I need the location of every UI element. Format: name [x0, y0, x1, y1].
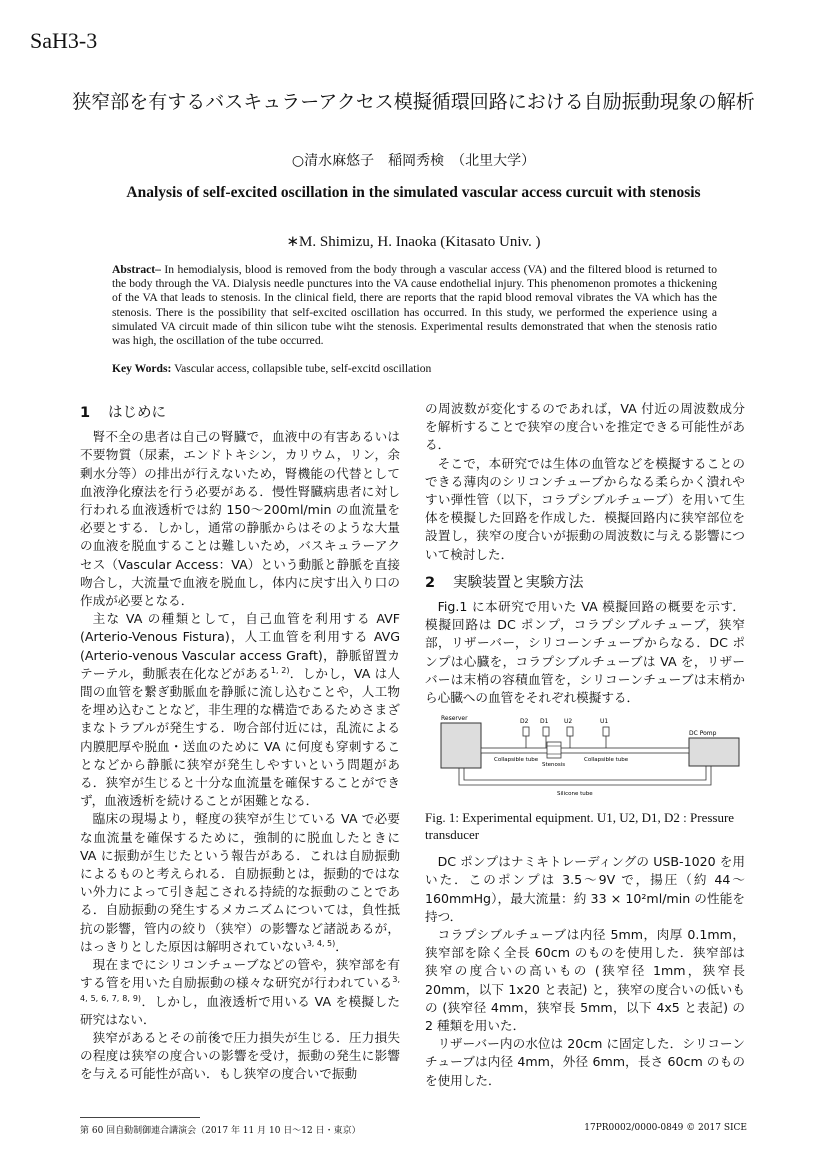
reserver-box	[441, 723, 481, 768]
collapsible-right-label: Collapsible tube	[584, 757, 629, 764]
abstract-label: Abstract–	[112, 263, 161, 276]
abstract-text: In hemodialysis, blood is removed from the body through a vascular access (VA) and the filtered blood is returned to the body through the VA. Dialysis needle punctures into the VA cause endothelial injury. This phenomenon promotes a thickening of the VA that leads to stenosis. In the clinical field, there are reports that the rapid blood removal vibrates the VA which has the stenosis. There is the possibility that self-excited oscillation has occurred. In this study, we performed the experience using a simulated VA circuit made of thin silicon tube wiht the stenosis. Experimental results demonstrated that when the stenosis ratio was high, the oscillation of the tube occurred.	[112, 263, 717, 348]
keywords-text: Vascular access, collapsible tube, self-excitd oscillation	[174, 362, 432, 375]
paragraph-text: ．しかし，血液透析で用いる VA を模擬した研究はない．	[80, 993, 400, 1027]
section-2-paragraph-1: Fig.1 に本研究で用いた VA 模擬回路の概要を示す．模擬回路は DC ポンプ，コラプシブルチューブ，狭窄部，リザーバー，シリコーンチューブからなる．DC ポンプは心臓を，コラプシブルチューブは VA を，リザーバーは末梢の容積血管を，シリコーンチューブは末梢から心臓への血管をそれぞれ模擬する．	[425, 599, 745, 706]
left-column	[80, 400, 400, 1084]
sensor-d2-label: D2	[520, 718, 529, 726]
footer-conference: 第 60 回自動制御連合講演会（2017 年 11 月 10 日〜12 日・東京）	[80, 1126, 361, 1136]
title-japanese: 狭窄部を有するバスキュラーアクセス模擬循環回路における自励振動現象の解析	[72, 91, 755, 113]
paragraph-text: ．	[335, 938, 348, 954]
paragraph-text: 現在までにシリコンチューブなどの管や，狭窄部を有する管を用いた自励振動の様々な研究が行われている	[80, 957, 400, 991]
sensor-u2-label: U2	[564, 718, 573, 726]
paragraph-text: 臨床の現場より，軽度の狭窄が生じている VA で必要な血流量を確保するために，強制的に脱血したときに VA に振動が生じたという報告がある．これは自励振動によるものと考えられる．自励振動とは，振動的ではない外力によって引き起こされる持続的な振動のことである．自励振動の発生するメカニズムについては，負性抵抗の影響，管内の絞り（狭窄）の影響など諸説あるが，はっきりとした原因は解明されていない	[80, 811, 400, 954]
section-2-heading	[425, 574, 745, 592]
purpose-paragraph: そこで，本研究では生体の血管などを模擬することのできる薄肉のシリコンチューブからなる柔らかく潰れやすい弾性管（以下，コラプシブルチューブ）を用いて生体を模擬した回路を作成した．模擬回路内に狭窄部位を設置し，狭窄の度合いが振動の周波数に与える影響について検討した．	[425, 455, 745, 562]
citation: 1, 2)	[270, 665, 290, 675]
section-1-paragraph-3	[80, 810, 400, 956]
section-1-paragraph-1: 腎不全の患者は自己の腎臓で，血液中の有害あるいは不要物質（尿素，エンドトキシン，カリウム，リン，余剰水分等）の排出が行えないため，腎機能の代替として血液浄化療法を行う必要がある．慢性腎臓病患者に対し行われる血液透析では約 150〜200ml/min の血流量を必要とする．しかし，通常の静脈からはそのような大量の血液を脱血することは難しいため，バスキュラーアクセス（Vascular Access：VA）という動脈と静脈を直接吻合し，大流量で血液を脱血し，体内に戻す出入り口の作成が必要となる．	[80, 429, 400, 609]
section-1-title: はじめに	[108, 405, 166, 421]
stenosis-label: Stenosis	[542, 762, 566, 769]
section-2-paragraph-2: DC ポンプはナミキトレーディングの USB-1020 を用いた．このポンプは 3.5〜9V で，揚圧（約 44〜160mmHg），最大流量：約 33 × 10²ml/min の性能を持つ．	[425, 854, 745, 924]
sensor-d1-label: D1	[540, 718, 549, 726]
section-2-number: 2	[425, 574, 436, 591]
collapsible-tube	[481, 748, 689, 753]
figure-1-diagram	[439, 713, 744, 803]
section-1-paragraph-2	[80, 610, 400, 810]
footer-rule	[80, 1117, 200, 1118]
section-1-paragraph-4	[80, 956, 400, 1029]
keywords-label: Key Words:	[112, 362, 172, 375]
section-2-title: 実験装置と実験方法	[453, 574, 584, 591]
sensor-u1	[600, 718, 609, 748]
citation: 3, 4, 5)	[306, 938, 336, 948]
section-1-paragraph-5: 狭窄があるとその前後で圧力損失が生じる．圧力損失の程度は狭窄の度合いの影響を受け，振動の発生に影響を与える可能性が高い．もし狭窄の度合いで振動	[80, 1029, 400, 1082]
section-2-paragraph-3: コラプシブルチューブは内径 5mm，肉厚 0.1mm，狭窄部を除く全長 60cm のものを使用した．狭窄部は狭窄の度合いの高いもの (狭窄径 1mm，狭窄長 20mm，以下 1x20 と表記) と，狭窄の度合いの低いもの (狭窄径 4mm，狭窄長 5mm，以下 4x5 と表記) の 2 種類を用いた．	[425, 927, 745, 1034]
right-column	[425, 400, 745, 1090]
title-english: Analysis of self-excited oscillation in the simulated vascular access curcuit with stenosis	[126, 184, 701, 201]
stenosis-box	[547, 742, 561, 758]
sensor-d2	[520, 718, 529, 748]
section-1-number: 1	[80, 405, 91, 421]
dc-pomp-label: DC Pomp	[689, 730, 717, 738]
sensor-u2	[564, 718, 573, 748]
abstract	[112, 263, 717, 348]
sensor-u1-label: U1	[600, 718, 609, 726]
silicone-tube-outer	[459, 766, 711, 785]
paragraph-text: 主な VA の種類として，自己血管を利用する AVF (Arterio-Venous Fistura)，人工血管を利用する AVG (Arterio-venous Vascular access Graft)，静脈留置カテーテル，動脈表在化などがある	[80, 611, 400, 681]
continued-paragraph: の周波数が変化するのであれば，VA 付近の周波数成分を解析することで狭窄の度合いを推定できる可能性がある．	[425, 401, 745, 453]
section-2-paragraph-4: リザーバー内の水位は 20cm に固定した．シリコーンチューブは内径 4mm，外径 6mm，長さ 60cm のものを使用した．	[425, 1036, 745, 1088]
authors-english: ∗M. Shimizu, H. Inaoka (Kitasato Univ. )	[286, 234, 541, 250]
citation: 3, 4, 5, 6, 7, 8, 9)	[80, 975, 400, 1003]
collapsible-left-label: Collapsible tube	[494, 757, 539, 764]
dc-pomp-box	[689, 738, 739, 766]
session-code: SaH3-3	[30, 28, 98, 53]
figure-1-caption: Fig. 1: Experimental equipment. U1, U2, D1, D2 : Pressure transducer	[425, 810, 735, 843]
silicone-label: Silicone tube	[557, 791, 593, 798]
footer-id: 17PR0002/0000-0849 © 2017 SICE	[584, 1123, 747, 1133]
authors-japanese: ○清水麻悠子 稲岡秀検 （北里大学）	[291, 153, 536, 169]
silicone-tube-inner	[464, 766, 706, 780]
section-1-heading	[80, 404, 400, 422]
keywords	[112, 362, 717, 375]
paragraph-text: ．しかし，VA は人間の血管を繋ぎ動脈血を静脈に流し込むことや，人工物を埋め込むことなど，非生理的な構造であるためさまざまなトラブルが発生する．吻合部付近には，乱流による内膜肥厚や脱血・送血のために VA に何度も穿刺することなどから静脈に狭窄が発生しやすいという問題がある．狭窄が生じると十分な血流量を確保することができず，血液透析を続けることが困難となる．	[80, 665, 400, 809]
reserver-label: Reserver	[441, 715, 468, 723]
